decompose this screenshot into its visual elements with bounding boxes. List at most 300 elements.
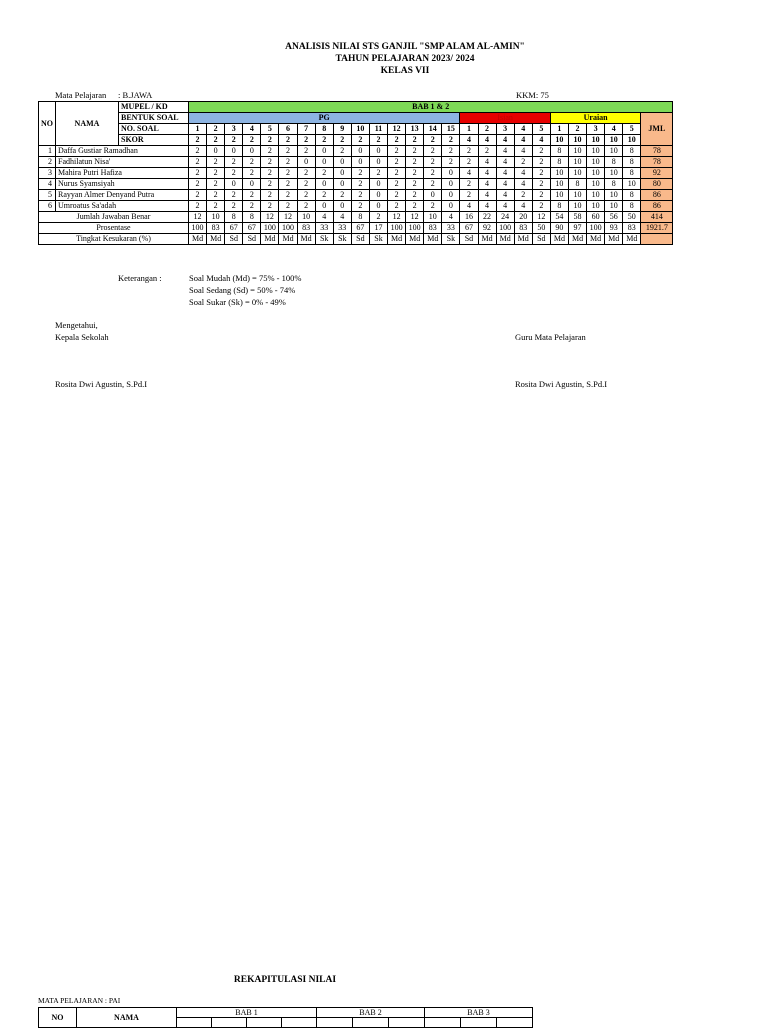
report-title: ANALISIS NILAI STS GANJIL "SMP ALAM AL-AMIN": [285, 42, 525, 52]
student-score: 2: [424, 157, 442, 168]
student-total: 80: [641, 179, 673, 190]
student-score: 8: [623, 201, 641, 212]
student-score: 8: [550, 201, 568, 212]
student-name: Fadhilatun Nisa': [56, 157, 189, 168]
skor-value: 4: [496, 135, 514, 146]
skor-label: SKOR: [119, 135, 189, 146]
prosentase-value: 67: [225, 223, 243, 234]
prosentase-value: 97: [568, 223, 586, 234]
prosentase-value: 93: [605, 223, 623, 234]
tingkat-value: Sd: [460, 234, 478, 245]
skor-value: 2: [243, 135, 261, 146]
pg-header: PG: [189, 113, 460, 124]
student-name: Daffa Gustiar Ramadhan: [56, 146, 189, 157]
student-score: 10: [568, 201, 586, 212]
student-score: 4: [496, 168, 514, 179]
skor-value: 2: [442, 135, 460, 146]
prosentase-value: 83: [623, 223, 641, 234]
soal-number: 4: [605, 124, 623, 135]
student-score: 2: [207, 168, 225, 179]
tingkat-value: Md: [406, 234, 424, 245]
tingkat-value: Sk: [315, 234, 333, 245]
jumlah-value: 56: [605, 212, 623, 223]
student-score: 2: [388, 179, 406, 190]
skor-value: 4: [514, 135, 532, 146]
prosentase-value: 33: [315, 223, 333, 234]
tingkat-value: Sd: [532, 234, 550, 245]
student-score: 2: [388, 201, 406, 212]
student-score: 2: [333, 146, 351, 157]
student-score: 10: [605, 168, 623, 179]
skor-value: 4: [532, 135, 550, 146]
soal-number: 7: [297, 124, 315, 135]
prosentase-value: 100: [189, 223, 207, 234]
tingkat-value: Md: [496, 234, 514, 245]
skor-value: 4: [460, 135, 478, 146]
student-score: 2: [279, 190, 297, 201]
student-score: 8: [623, 146, 641, 157]
student-score: 2: [406, 179, 424, 190]
jumlah-value: 12: [189, 212, 207, 223]
student-score: 4: [478, 179, 496, 190]
skor-value: 4: [478, 135, 496, 146]
prosentase-value: 100: [496, 223, 514, 234]
report-class: KELAS VII: [380, 66, 430, 76]
student-score: 2: [279, 201, 297, 212]
student-score: 2: [297, 146, 315, 157]
subject-label: Mata Pelajaran: [55, 90, 107, 100]
prosentase-value: 100: [587, 223, 605, 234]
student-score: 0: [442, 168, 460, 179]
student-score: 2: [189, 179, 207, 190]
tingkat-value: Sd: [243, 234, 261, 245]
tingkat-value: Sd: [225, 234, 243, 245]
tingkat-value: Md: [623, 234, 641, 245]
student-score: 2: [460, 179, 478, 190]
tingkat-label: Tingkat Kesukaran (%): [39, 234, 189, 245]
student-total: 78: [641, 157, 673, 168]
student-score: 2: [406, 146, 424, 157]
student-score: 0: [333, 201, 351, 212]
guru-text: Guru Mata Pelajaran: [515, 332, 586, 342]
prosentase-value: 33: [442, 223, 460, 234]
student-no: 1: [39, 146, 56, 157]
prosentase-value: 90: [550, 223, 568, 234]
prosentase-value: 67: [460, 223, 478, 234]
student-score: 2: [189, 157, 207, 168]
bentuk-soal-label: BENTUK SOAL: [119, 113, 189, 124]
student-score: 0: [369, 146, 387, 157]
student-score: 2: [279, 179, 297, 190]
soal-number: 14: [424, 124, 442, 135]
jumlah-value: 12: [279, 212, 297, 223]
student-score: 10: [623, 179, 641, 190]
soal-number: 4: [514, 124, 532, 135]
prosentase-value: 33: [333, 223, 351, 234]
student-score: 0: [315, 157, 333, 168]
isian-header: Isian: [460, 113, 550, 124]
student-score: 0: [351, 146, 369, 157]
soal-number: 12: [388, 124, 406, 135]
soal-number: 3: [587, 124, 605, 135]
jumlah-value: 10: [424, 212, 442, 223]
student-score: 2: [532, 201, 550, 212]
student-score: 4: [460, 201, 478, 212]
tingkat-total: [641, 234, 673, 245]
recap-bab-3: BAB 3: [425, 1008, 533, 1018]
student-score: 4: [478, 190, 496, 201]
signature-name-right: Rosita Dwi Agustin, S.Pd.I: [515, 379, 608, 389]
soal-number: 6: [279, 124, 297, 135]
soal-number: 2: [568, 124, 586, 135]
student-no: 4: [39, 179, 56, 190]
analysis-table: [38, 101, 673, 245]
student-score: 2: [189, 201, 207, 212]
jumlah-value: 50: [623, 212, 641, 223]
student-score: 2: [424, 201, 442, 212]
student-score: 2: [279, 168, 297, 179]
skor-value: 2: [315, 135, 333, 146]
skor-value: 10: [587, 135, 605, 146]
student-score: 2: [388, 146, 406, 157]
student-score: 2: [261, 201, 279, 212]
student-score: 0: [333, 179, 351, 190]
uraian-header: Uraian: [550, 113, 640, 124]
prosentase-value: 67: [243, 223, 261, 234]
soal-number: 11: [369, 124, 387, 135]
student-score: 2: [297, 201, 315, 212]
student-score: 2: [189, 146, 207, 157]
student-name: Nurus Syamsiyah: [56, 179, 189, 190]
soal-number: 1: [550, 124, 568, 135]
report-year: TAHUN PELAJARAN 2023/ 2024: [335, 54, 475, 64]
student-score: 2: [460, 190, 478, 201]
student-score: 2: [369, 168, 387, 179]
student-score: 2: [532, 179, 550, 190]
tingkat-value: Md: [605, 234, 623, 245]
student-score: 0: [315, 179, 333, 190]
jumlah-label: Jumlah Jawaban Benar: [39, 212, 189, 223]
student-score: 10: [587, 190, 605, 201]
student-no: 5: [39, 190, 56, 201]
student-score: 2: [351, 190, 369, 201]
student-score: 2: [532, 168, 550, 179]
tingkat-value: Md: [550, 234, 568, 245]
student-total: 86: [641, 190, 673, 201]
tingkat-value: Md: [514, 234, 532, 245]
skor-value: 10: [605, 135, 623, 146]
student-score: 2: [315, 190, 333, 201]
student-score: 4: [478, 157, 496, 168]
no-soal-label: NO. SOAL: [119, 124, 189, 135]
table-row: [39, 146, 673, 157]
soal-number: 9: [333, 124, 351, 135]
prosentase-value: 83: [207, 223, 225, 234]
jumlah-value: 22: [478, 212, 496, 223]
skor-value: 2: [189, 135, 207, 146]
student-score: 0: [333, 157, 351, 168]
no-header: NO: [39, 102, 56, 146]
prosentase-value: 83: [297, 223, 315, 234]
student-score: 2: [442, 146, 460, 157]
student-score: 10: [568, 190, 586, 201]
student-score: 2: [279, 146, 297, 157]
student-score: 2: [207, 190, 225, 201]
student-score: 0: [442, 190, 460, 201]
student-score: 8: [623, 190, 641, 201]
jumlah-value: 12: [406, 212, 424, 223]
skor-value: 2: [225, 135, 243, 146]
skor-value: 10: [568, 135, 586, 146]
student-score: 2: [261, 190, 279, 201]
tingkat-value: Md: [388, 234, 406, 245]
student-score: 10: [587, 146, 605, 157]
student-score: 0: [207, 146, 225, 157]
jumlah-value: 4: [442, 212, 460, 223]
student-score: 2: [424, 179, 442, 190]
student-score: 4: [496, 201, 514, 212]
tingkat-value: Sd: [351, 234, 369, 245]
student-total: 92: [641, 168, 673, 179]
student-score: 4: [514, 179, 532, 190]
tingkat-value: Md: [568, 234, 586, 245]
kkm-value: KKM: 75: [516, 90, 549, 100]
student-no: 3: [39, 168, 56, 179]
soal-number: 15: [442, 124, 460, 135]
student-score: 0: [315, 146, 333, 157]
tingkat-value: Md: [279, 234, 297, 245]
jumlah-value: 54: [550, 212, 568, 223]
legend-mudah: Soal Mudah (Md) = 75% - 100%: [189, 273, 302, 283]
student-score: 2: [532, 157, 550, 168]
table-row: [39, 201, 673, 212]
jumlah-value: 2: [369, 212, 387, 223]
student-no: 6: [39, 201, 56, 212]
table-row: [39, 157, 673, 168]
student-score: 2: [532, 146, 550, 157]
student-score: 2: [261, 179, 279, 190]
tingkat-value: Md: [297, 234, 315, 245]
student-score: 2: [225, 201, 243, 212]
student-score: 4: [514, 146, 532, 157]
jml-header: JML: [641, 113, 673, 146]
student-score: 4: [514, 201, 532, 212]
soal-number: 1: [460, 124, 478, 135]
soal-number: 3: [496, 124, 514, 135]
student-score: 10: [587, 179, 605, 190]
student-score: 4: [496, 179, 514, 190]
student-score: 8: [623, 157, 641, 168]
jumlah-value: 12: [388, 212, 406, 223]
student-score: 0: [297, 157, 315, 168]
subject-value: : B.JAWA: [118, 90, 153, 100]
skor-value: 2: [261, 135, 279, 146]
student-score: 2: [532, 190, 550, 201]
jumlah-value: 12: [532, 212, 550, 223]
student-score: 0: [424, 190, 442, 201]
skor-value: 2: [279, 135, 297, 146]
tingkat-value: Md: [189, 234, 207, 245]
student-score: 8: [550, 146, 568, 157]
student-score: 2: [388, 168, 406, 179]
student-score: 2: [514, 190, 532, 201]
prosentase-value: 100: [406, 223, 424, 234]
tingkat-value: Md: [261, 234, 279, 245]
student-score: 0: [225, 146, 243, 157]
student-score: 2: [225, 157, 243, 168]
tingkat-value: Md: [424, 234, 442, 245]
student-score: 2: [243, 201, 261, 212]
student-score: 10: [587, 201, 605, 212]
student-score: 2: [207, 201, 225, 212]
legend-sukar: Soal Sukar (Sk) = 0% - 49%: [189, 297, 286, 307]
soal-number: 5: [623, 124, 641, 135]
student-score: 2: [315, 168, 333, 179]
tingkat-value: Md: [478, 234, 496, 245]
jumlah-value: 60: [587, 212, 605, 223]
student-score: 8: [550, 157, 568, 168]
skor-value: 10: [550, 135, 568, 146]
student-total: 78: [641, 146, 673, 157]
soal-number: 1: [189, 124, 207, 135]
soal-number: 3: [225, 124, 243, 135]
soal-number: 13: [406, 124, 424, 135]
student-score: 8: [568, 179, 586, 190]
jumlah-value: 8: [225, 212, 243, 223]
student-score: 10: [605, 190, 623, 201]
soal-number: 4: [243, 124, 261, 135]
student-score: 2: [406, 190, 424, 201]
student-score: 2: [225, 168, 243, 179]
soal-number: 10: [351, 124, 369, 135]
soal-number: 8: [315, 124, 333, 135]
student-score: 4: [460, 168, 478, 179]
student-score: 2: [351, 179, 369, 190]
skor-value: 2: [406, 135, 424, 146]
student-score: 0: [243, 179, 261, 190]
soal-number: 2: [478, 124, 496, 135]
jumlah-value: 10: [207, 212, 225, 223]
skor-value: 2: [351, 135, 369, 146]
prosentase-value: 83: [514, 223, 532, 234]
student-score: 2: [207, 157, 225, 168]
skor-value: 2: [333, 135, 351, 146]
student-score: 0: [333, 168, 351, 179]
student-score: 4: [478, 201, 496, 212]
student-score: 10: [550, 179, 568, 190]
student-score: 4: [496, 146, 514, 157]
student-score: 2: [261, 157, 279, 168]
student-score: 2: [460, 157, 478, 168]
student-no: 2: [39, 157, 56, 168]
jumlah-value: 4: [315, 212, 333, 223]
jumlah-value: 16: [460, 212, 478, 223]
recap-title: REKAPITULASI NILAI: [233, 975, 337, 985]
bab-header: BAB 1 & 2: [189, 102, 673, 113]
student-score: 4: [496, 190, 514, 201]
student-score: 10: [605, 201, 623, 212]
soal-number: 5: [532, 124, 550, 135]
skor-value: 2: [424, 135, 442, 146]
signature-name-left: Rosita Dwi Agustin, S.Pd.I: [55, 379, 148, 389]
student-score: 2: [243, 190, 261, 201]
jumlah-value: 58: [568, 212, 586, 223]
skor-value: 2: [388, 135, 406, 146]
jumlah-value: 10: [297, 212, 315, 223]
tingkat-value: Sk: [442, 234, 460, 245]
tingkat-value: Sk: [333, 234, 351, 245]
student-score: 2: [424, 168, 442, 179]
prosentase-value: 67: [351, 223, 369, 234]
student-score: 10: [587, 168, 605, 179]
soal-number: 2: [207, 124, 225, 135]
student-score: 10: [550, 190, 568, 201]
student-score: 0: [225, 179, 243, 190]
recap-subject: MATA PELAJARAN : PAI: [38, 996, 121, 1005]
student-name: Mahira Putri Hafiza: [56, 168, 189, 179]
soal-number: 5: [261, 124, 279, 135]
student-score: 2: [243, 168, 261, 179]
kepala-sekolah-text: Kepala Sekolah: [55, 332, 109, 342]
student-score: 10: [568, 146, 586, 157]
jumlah-value: 12: [261, 212, 279, 223]
student-score: 2: [297, 179, 315, 190]
student-score: 2: [207, 179, 225, 190]
student-score: 0: [442, 201, 460, 212]
student-name: Umroatus Sa'adah: [56, 201, 189, 212]
student-score: 4: [496, 157, 514, 168]
student-score: 2: [424, 146, 442, 157]
student-score: 2: [279, 157, 297, 168]
prosentase-value: 50: [532, 223, 550, 234]
prosentase-value: 100: [388, 223, 406, 234]
jumlah-value: 20: [514, 212, 532, 223]
jumlah-value: 8: [351, 212, 369, 223]
student-score: 2: [388, 157, 406, 168]
mupel-label: MUPEL / KD: [119, 102, 189, 113]
student-score: 8: [605, 157, 623, 168]
student-score: 0: [351, 157, 369, 168]
student-score: 10: [568, 168, 586, 179]
student-score: 2: [442, 157, 460, 168]
student-score: 2: [297, 190, 315, 201]
student-score: 2: [388, 190, 406, 201]
keterangan-label: Keterangan :: [118, 273, 162, 283]
student-score: 2: [460, 146, 478, 157]
student-score: 10: [550, 168, 568, 179]
student-score: 0: [369, 190, 387, 201]
student-score: 0: [369, 201, 387, 212]
tingkat-value: Md: [207, 234, 225, 245]
recap-bab-2: BAB 2: [317, 1008, 425, 1018]
table-row: [39, 168, 673, 179]
student-score: 2: [478, 146, 496, 157]
skor-value: 10: [623, 135, 641, 146]
student-score: 2: [351, 201, 369, 212]
student-score: 2: [261, 168, 279, 179]
prosentase-label: Prosentase: [39, 223, 189, 234]
mengetahui-text: Mengetahui,: [55, 320, 98, 330]
student-score: 2: [189, 168, 207, 179]
student-score: 2: [514, 157, 532, 168]
student-score: 2: [189, 190, 207, 201]
prosentase-total: 1921.7: [641, 223, 673, 234]
skor-value: 2: [369, 135, 387, 146]
tingkat-value: Sk: [369, 234, 387, 245]
student-score: 10: [605, 146, 623, 157]
prosentase-value: 17: [369, 223, 387, 234]
tingkat-value: Md: [587, 234, 605, 245]
